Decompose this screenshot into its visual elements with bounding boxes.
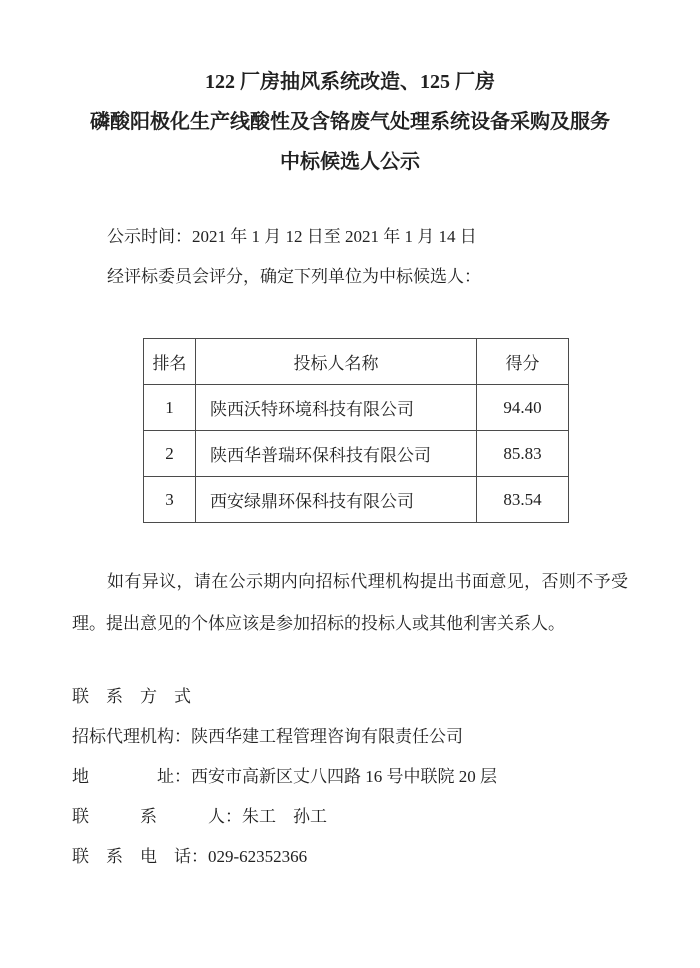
table-row — [144, 385, 569, 431]
title-line-3: 中标候选人公示 — [280, 151, 420, 173]
address-value: 西安市高新区丈八四路 16 号中联院 20 层 — [191, 767, 497, 786]
col-header-score: 得分 — [477, 339, 569, 385]
intro-block — [72, 217, 628, 297]
phone-label: 联 系 电 话： — [72, 847, 208, 866]
objection-paragraph: 如有异议，请在公示期内向招标代理机构提出书面意见，否则不予受理。提出意见的个体应该是参加招标的投标人或其他利害关系人。 — [72, 572, 628, 633]
address-row — [72, 757, 628, 797]
score-cell: 94.40 — [477, 385, 569, 431]
contact-section-label: 联 系 方 式 — [72, 687, 191, 706]
address-label: 地 址： — [72, 767, 191, 786]
agency-label: 招标代理机构： — [72, 727, 191, 746]
person-row — [72, 797, 628, 837]
score-cell: 83.54 — [477, 477, 569, 523]
score-cell: 85.83 — [477, 431, 569, 477]
bidder-cell: 西安绿鼎环保科技有限公司 — [196, 477, 477, 523]
phone-value: 029-62352366 — [208, 847, 308, 866]
evaluation-note: 经评标委员会评分，确定下列单位为中标候选人： — [107, 267, 481, 286]
bidder-cell: 陕西华普瑞环保科技有限公司 — [196, 431, 477, 477]
rank-cell: 1 — [144, 385, 196, 431]
agency-value: 陕西华建工程管理咨询有限责任公司 — [191, 727, 463, 746]
table-row — [144, 477, 569, 523]
rank-cell: 2 — [144, 431, 196, 477]
publicity-period: 公示时间：2021 年 1 月 12 日至 2021 年 1 月 14 日 — [107, 227, 477, 246]
phone-row — [72, 837, 628, 877]
person-value: 朱工 孙工 — [242, 807, 327, 826]
person-label: 联 系 人： — [72, 807, 242, 826]
agency-row — [72, 717, 628, 757]
document-title — [72, 62, 628, 182]
candidates-table — [143, 338, 569, 523]
title-line-1: 122 厂房抽风系统改造、125 厂房 — [205, 71, 495, 93]
table-header-row — [144, 339, 569, 385]
contact-section-title — [72, 677, 628, 717]
table-row — [144, 431, 569, 477]
bidder-cell: 陕西沃特环境科技有限公司 — [196, 385, 477, 431]
col-header-bidder: 投标人名称 — [196, 339, 477, 385]
contact-block — [72, 677, 628, 877]
rank-cell: 3 — [144, 477, 196, 523]
col-header-rank: 排名 — [144, 339, 196, 385]
title-line-2: 磷酸阳极化生产线酸性及含铬废气处理系统设备采购及服务 — [90, 111, 610, 133]
